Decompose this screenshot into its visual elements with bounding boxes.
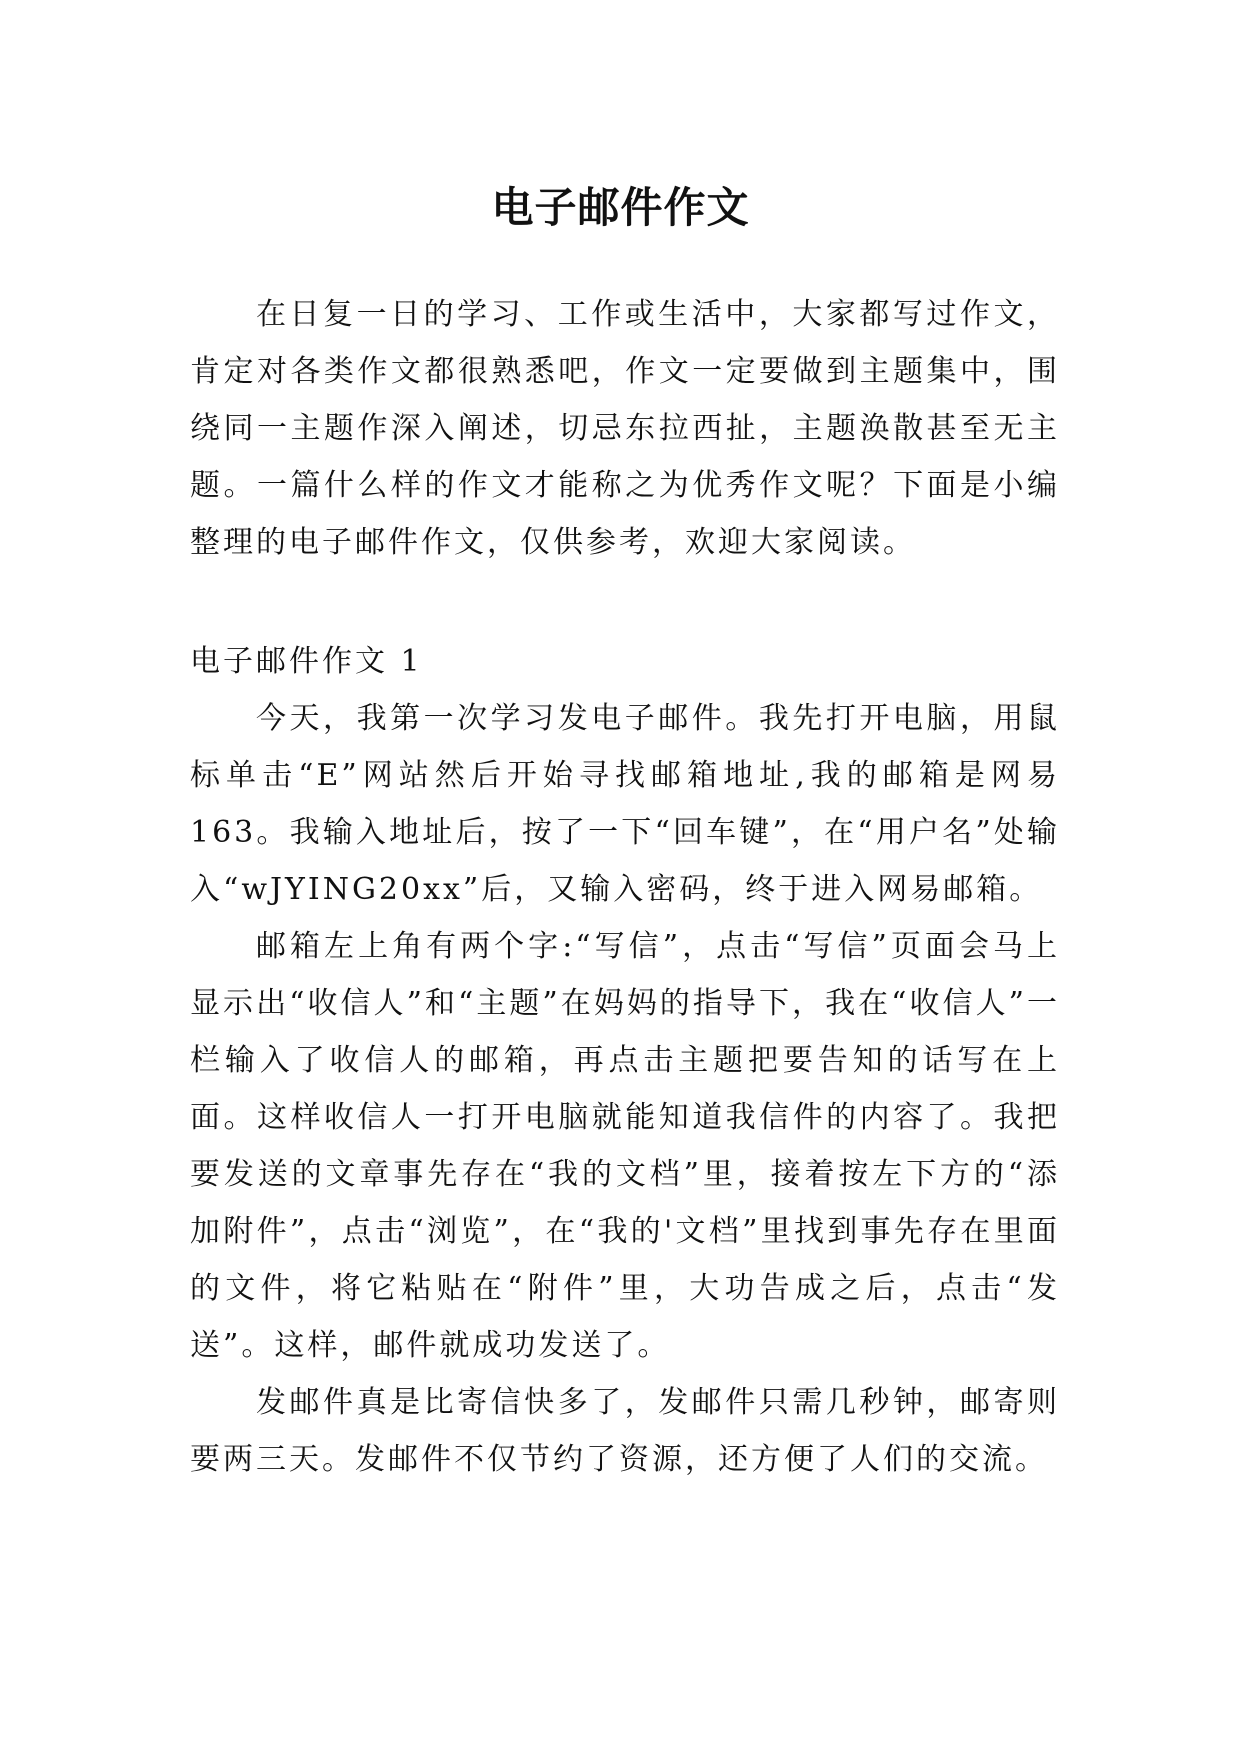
document-title: 电子邮件作文 xyxy=(491,183,750,233)
section-heading: 电子邮件作文 1 xyxy=(190,644,423,679)
body-paragraph: 邮箱左上角有两个字:“写信”，点击“写信”页面会马上显示出“收信人”和“主题”在妈妈的指导下，我在“收信人”一栏输入了收信人的邮箱，再点击主题把要告知的话写在上面。这样收信人一打开电脑就能知道我信件的内容了。我把要发送的文章事先存在“我的文档”里，接着按左下方的“添加附件”，点击“浏览”，在“我的'文档”里找到事先存在里面的文件，将它粘贴在“附件”里，大功告成之后，点击“发送”。这样，邮件就成功发送了。 xyxy=(190,929,1060,1363)
intro-paragraph: 在日复一日的学习、工作或生活中，大家都写过作文，肯定对各类作文都很熟悉吧，作文一定要做到主题集中，围绕同一主题作深入阐述，切忌东拉西扯，主题涣散甚至无主题。一篇什么样的作文才能称之为优秀作文呢？下面是小编整理的电子邮件作文，仅供参考，欢迎大家阅读。 xyxy=(190,297,1060,560)
document-body xyxy=(190,286,1060,1488)
body-paragraph: 发邮件真是比寄信快多了，发邮件只需几秒钟，邮寄则要两三天。发邮件不仅节约了资源，还方便了人们的交流。 xyxy=(190,1385,1060,1477)
body-paragraph: 今天，我第一次学习发电子邮件。我先打开电脑，用鼠标单击“E”网站然后开始寻找邮箱地址,我的邮箱是网易163。我输入地址后，按了一下“回车键”，在“用户名”处输入“wJYING20xx”后，又输入密码，终于进入网易邮箱。 xyxy=(190,701,1060,907)
